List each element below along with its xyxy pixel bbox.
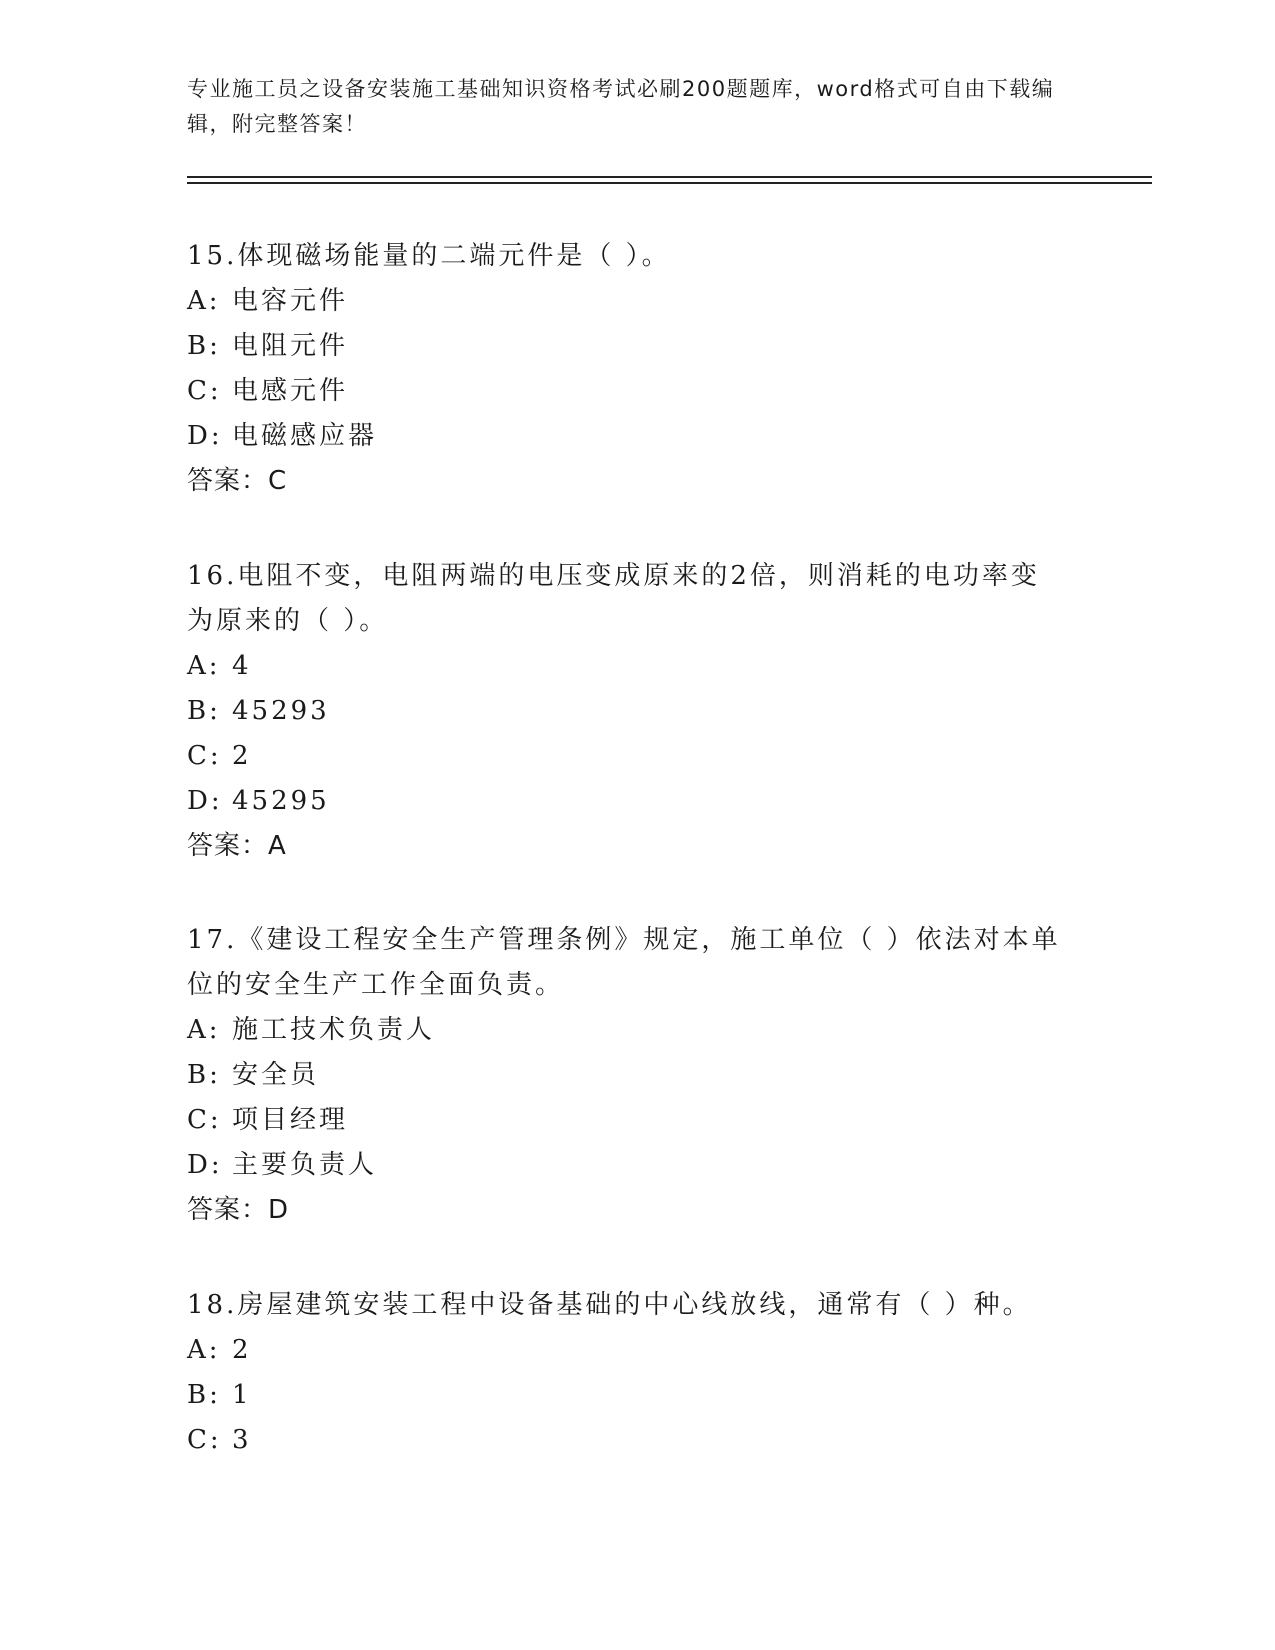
option-text: 45295 — [232, 786, 330, 816]
option-key: C: — [187, 1425, 222, 1455]
option-text: 45293 — [232, 696, 330, 726]
option-text: 2 — [232, 741, 252, 771]
option-key: D: — [187, 1150, 223, 1180]
question-stem: 18.房屋建筑安装工程中设备基础的中心线放线，通常有（ ）种。 — [187, 1290, 1032, 1320]
option-key: A: — [187, 651, 221, 681]
document-header: 专业施工员之设备安装施工基础知识资格考试必刷200题题库，word格式可自由下载编辑，附完整答案！ — [187, 77, 1055, 136]
option-key: D: — [187, 786, 223, 816]
option-key: C: — [187, 376, 222, 406]
option-text: 主要负责人 — [232, 1150, 378, 1180]
question-stem: 16.电阻不变，电阻两端的电压变成原来的2倍，则消耗的电功率变为原来的（ ）。 — [187, 561, 1040, 636]
option-d — [187, 779, 1067, 824]
answer-line: 答案：C — [187, 466, 288, 496]
option-a — [187, 1328, 1067, 1373]
option-text: 4 — [232, 651, 252, 681]
option-text: 项目经理 — [232, 1105, 349, 1135]
option-b — [187, 689, 1067, 734]
option-text: 2 — [232, 1335, 252, 1365]
option-key: A: — [187, 286, 221, 316]
option-c — [187, 369, 1067, 414]
option-key: B: — [187, 1380, 221, 1410]
option-key: C: — [187, 741, 222, 771]
option-a — [187, 279, 1067, 324]
option-text: 电磁感应器 — [232, 421, 378, 451]
question-stem: 15.体现磁场能量的二端元件是（ ）。 — [187, 241, 671, 271]
header-divider-bottom — [187, 182, 1152, 184]
option-a — [187, 1008, 1067, 1053]
answer-line: 答案：D — [187, 1195, 290, 1225]
option-d — [187, 1143, 1067, 1188]
option-text: 3 — [232, 1425, 252, 1455]
option-key: B: — [187, 1060, 221, 1090]
question-17 — [187, 918, 1067, 1233]
option-b — [187, 1373, 1067, 1418]
option-c — [187, 734, 1067, 779]
answer-line: 答案：A — [187, 831, 287, 861]
option-key: A: — [187, 1015, 221, 1045]
option-text: 电感元件 — [232, 376, 349, 406]
option-text: 电阻元件 — [232, 331, 349, 361]
option-b — [187, 1053, 1067, 1098]
option-key: C: — [187, 1105, 222, 1135]
option-a — [187, 644, 1067, 689]
option-c — [187, 1098, 1067, 1143]
header-divider-top — [187, 176, 1152, 178]
option-key: D: — [187, 421, 223, 451]
option-text: 电容元件 — [232, 286, 349, 316]
option-d — [187, 414, 1067, 459]
option-text: 安全员 — [232, 1060, 320, 1090]
option-c — [187, 1418, 1067, 1463]
option-key: A: — [187, 1335, 221, 1365]
question-15 — [187, 234, 1067, 504]
option-key: B: — [187, 696, 221, 726]
option-key: B: — [187, 331, 221, 361]
question-16 — [187, 554, 1067, 869]
option-text: 施工技术负责人 — [232, 1015, 436, 1045]
question-18 — [187, 1283, 1067, 1463]
option-text: 1 — [232, 1380, 252, 1410]
question-stem: 17.《建设工程安全生产管理条例》规定，施工单位（ ）依法对本单位的安全生产工作全面负责。 — [187, 925, 1061, 1000]
option-b — [187, 324, 1067, 369]
